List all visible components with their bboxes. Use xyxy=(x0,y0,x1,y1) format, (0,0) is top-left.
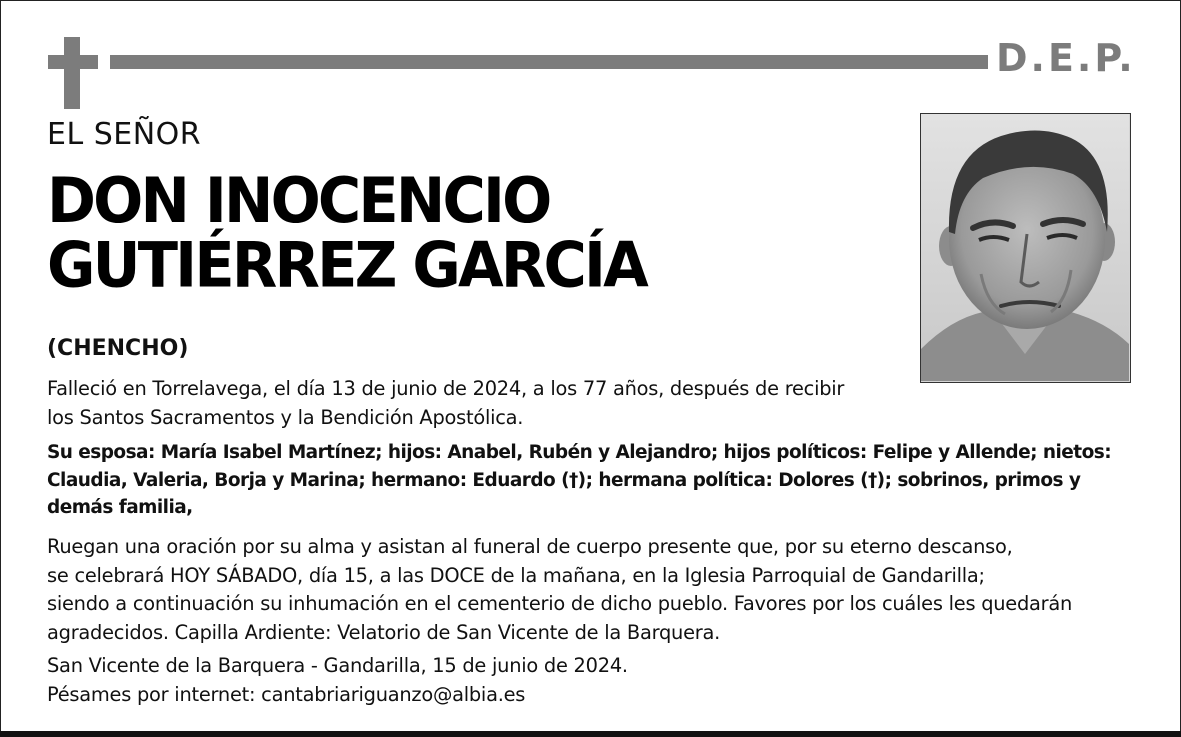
deceased-name xyxy=(47,163,646,302)
bottom-border xyxy=(0,731,1181,737)
death-notice-line: los Santos Sacramentos y la Bendición Apostólica. xyxy=(47,405,524,429)
name-line-1: DON INOCENCIO xyxy=(47,163,550,237)
family-list xyxy=(47,439,1111,522)
request-line: se celebrará HOY SÁBADO, día 15, a las DOCE de la mañana, en la Iglesia Parroquial de Gandarilla; xyxy=(47,563,985,587)
footer-info xyxy=(47,652,628,709)
family-line: Su esposa: María Isabel Martínez; hijos: Anabel, Rubén y Alejandro; hijos políticos: Felipe y Allende; nietos: xyxy=(47,442,1112,463)
funeral-request xyxy=(47,533,1072,647)
request-line: Ruegan una oración por su alma y asistan al funeral de cuerpo presente que, por su eterno descanso, xyxy=(47,535,1013,558)
header-rule xyxy=(110,55,988,69)
portrait-photo xyxy=(920,113,1131,383)
family-line: demás familia, xyxy=(47,497,193,518)
request-line: siendo a continuación su inhumación en el cementerio de dicho pueblo. Favores por los cuáles les quedarán xyxy=(47,592,1073,615)
place-date: San Vicente de la Barquera - Gandarilla, 15 de junio de 2024. xyxy=(47,654,628,677)
nickname: (CHENCHO) xyxy=(47,336,189,361)
death-notice xyxy=(47,375,844,432)
honorific: EL SEÑOR xyxy=(47,117,202,152)
cross-icon xyxy=(48,37,98,109)
name-line-2: GUTIÉRREZ GARCÍA xyxy=(47,228,646,302)
death-notice-line: Falleció en Torrelavega, el día 13 de junio de 2024, a los 77 años, después de recibir xyxy=(47,377,845,400)
condolences-email: Pésames por internet: cantabriariguanzo@albia.es xyxy=(47,682,526,706)
request-line: agradecidos. Capilla Ardiente: Velatorio de San Vicente de la Barquera. xyxy=(47,620,721,644)
dep-badge: D.E.P. xyxy=(996,36,1136,80)
family-line: Claudia, Valeria, Borja y Marina; hermano: Eduardo (†); hermana política: Dolores (†); sobrinos, primos y xyxy=(47,469,1081,491)
